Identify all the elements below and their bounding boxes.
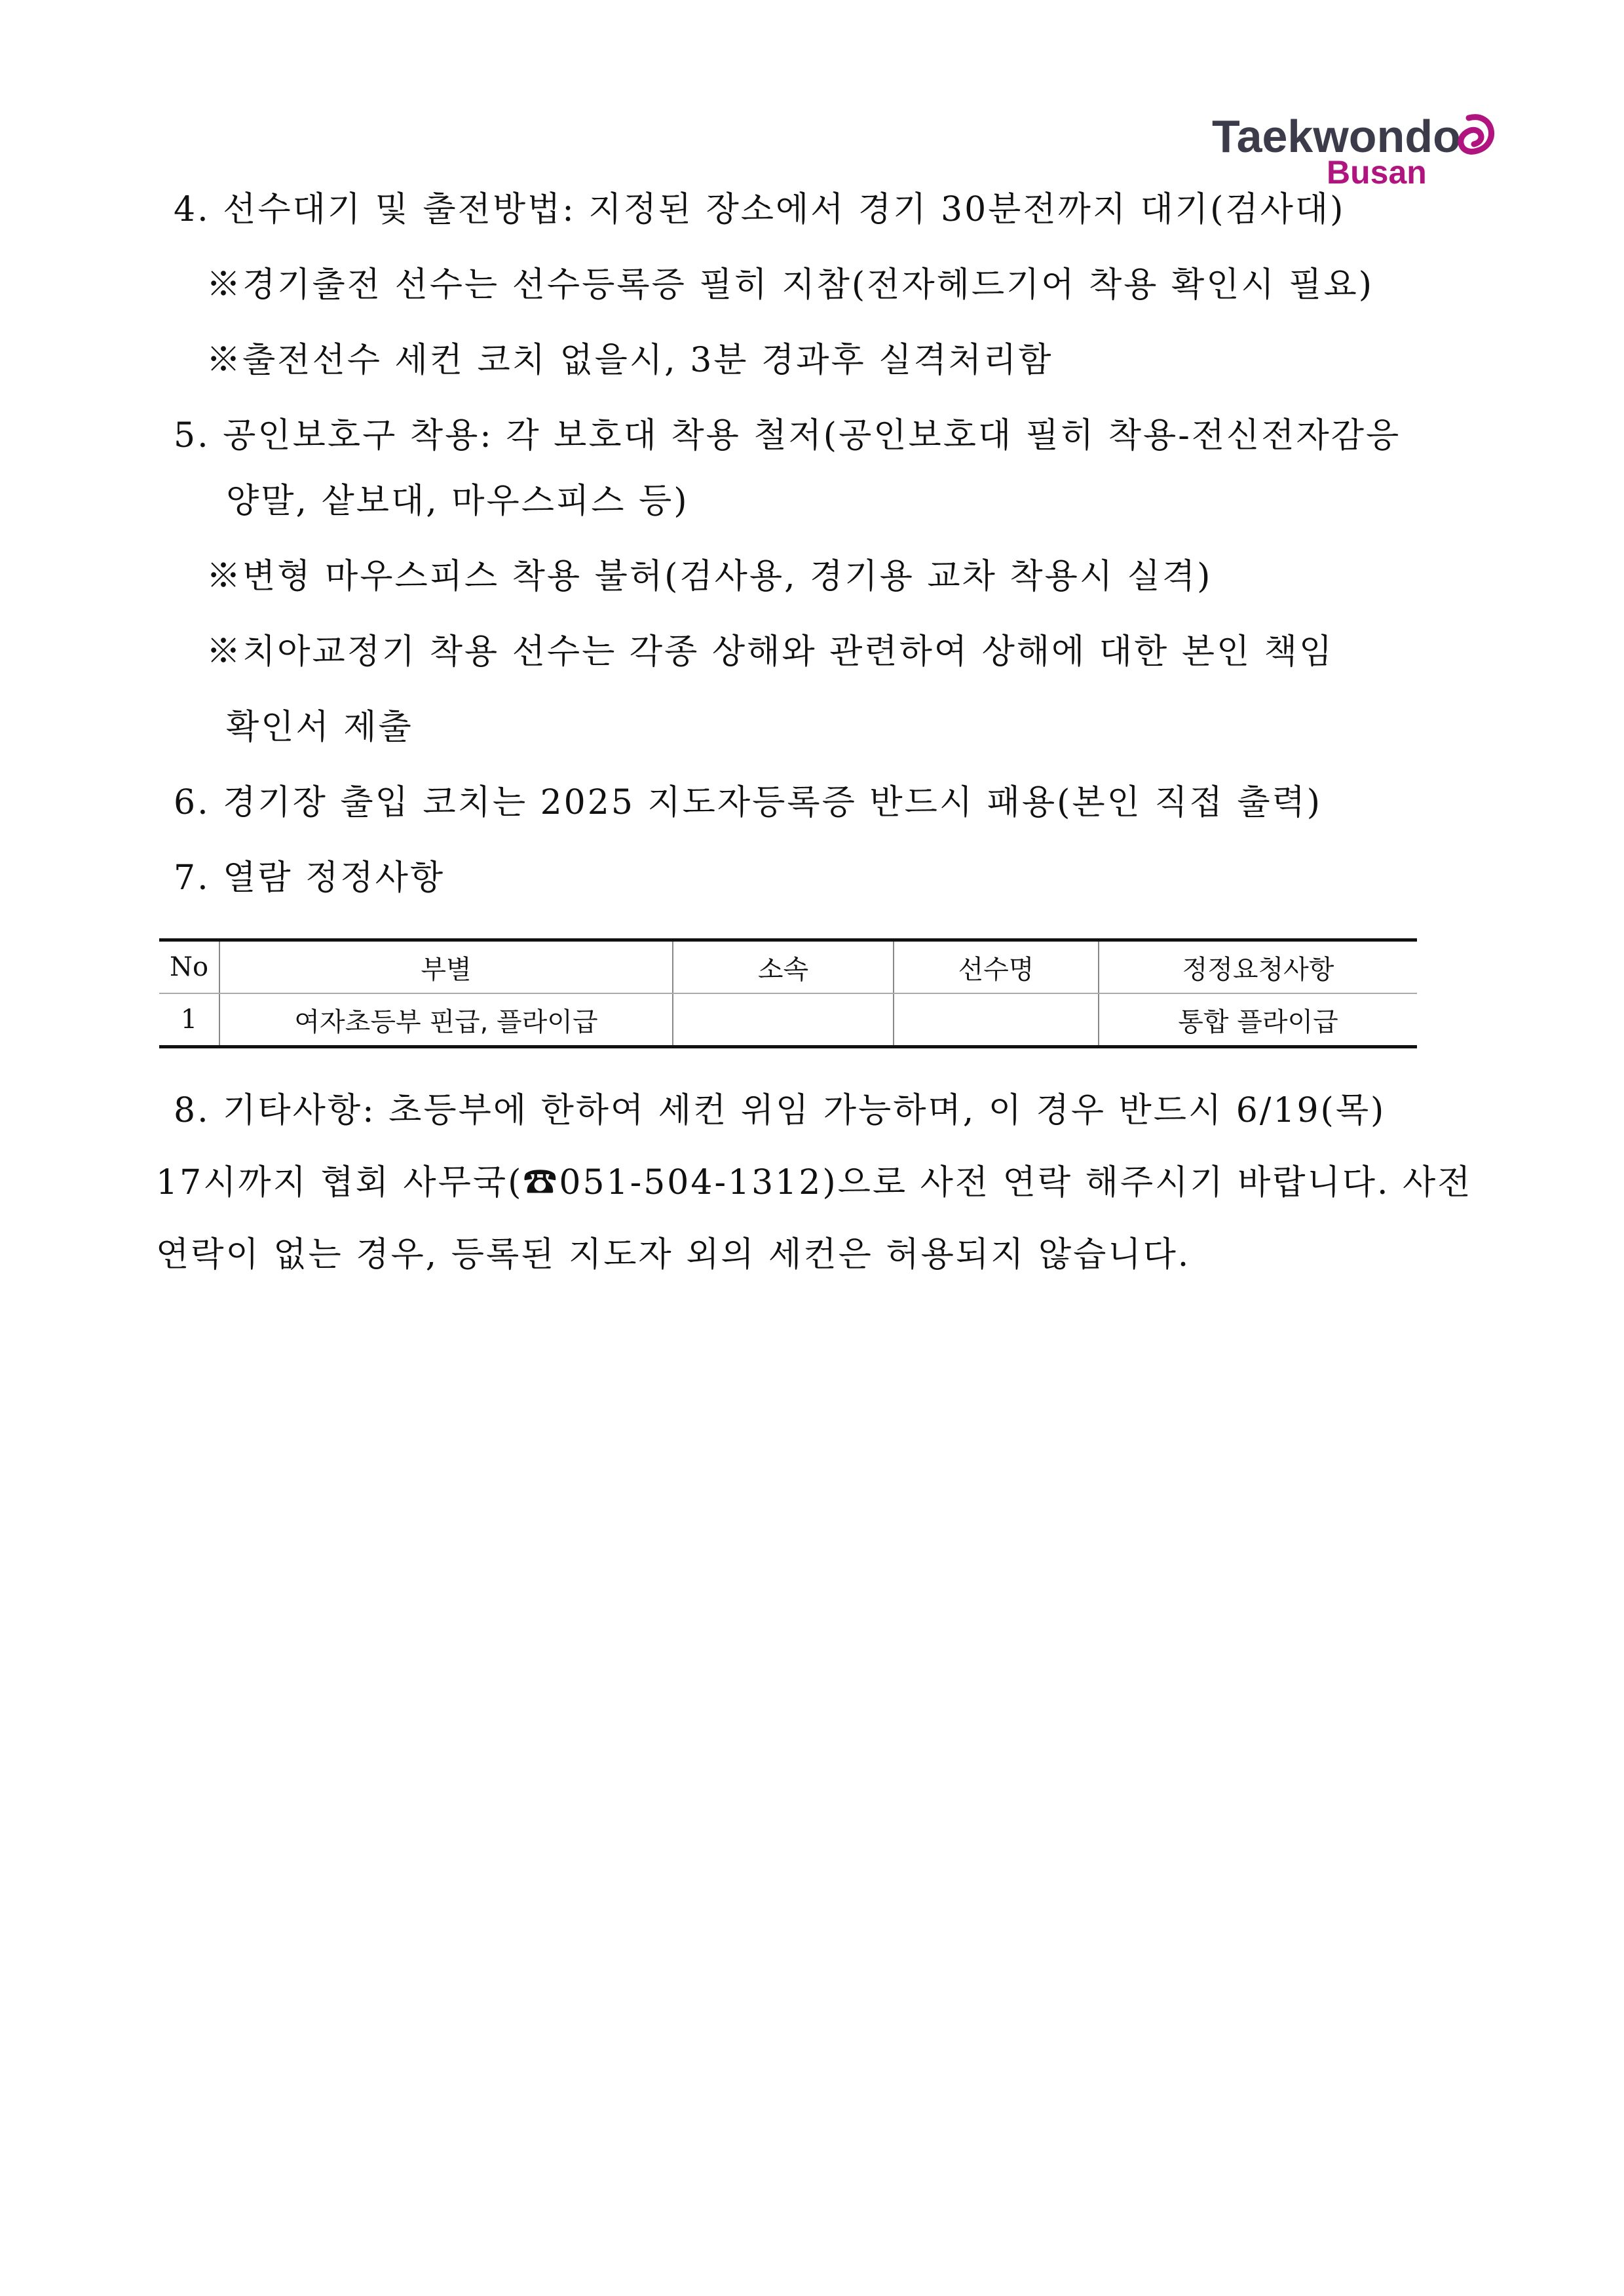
- item-4-note-2: ※출전선수 세컨 코치 없을시, 3분 경과후 실격처리함: [206, 341, 1053, 380]
- cell-affiliation: [673, 993, 894, 1047]
- logo-brand-top: Taekwondo: [1212, 111, 1461, 162]
- header-athlete-name: 선수명: [894, 940, 1099, 994]
- header-no: No: [159, 940, 219, 994]
- item-4-note-1: ※경기출전 선수는 선수등록증 필히 지참(전자헤드기어 착용 확인시 필요): [206, 265, 1374, 305]
- item-5-line: 5. 공인보호구 착용: 각 보호대 착용 철저(공인보호대 필히 착용-전신전자감응: [174, 416, 1401, 455]
- item-5-note-2: ※치아교정기 착용 선수는 각종 상해와 관련하여 상해에 대한 본인 책임: [206, 632, 1334, 672]
- item-7-line: 7. 열람 정정사항: [174, 858, 445, 898]
- cell-athlete-name: [894, 993, 1099, 1047]
- table-row: [159, 993, 1417, 1047]
- cell-correction-request: 통합 플라이급: [1099, 993, 1417, 1047]
- item-8-line-cont-1: 17시까지 협회 사무국(☎051-504-1312)으로 사전 연락 해주시기 바랍니다. 사전: [156, 1163, 1473, 1202]
- logo-swirl-icon: [1461, 117, 1492, 152]
- logo-brand-bottom: Busan: [1327, 154, 1427, 190]
- item-5-note-2-cont: 확인서 제출: [226, 708, 413, 747]
- header-affiliation: 소속: [673, 940, 894, 994]
- item-4-line: 4. 선수대기 및 출전방법: 지정된 장소에서 경기 30분전까지 대기(검사대): [174, 190, 1346, 229]
- item-5-note-1: ※변형 마우스피스 착용 불허(검사용, 경기용 교차 착용시 실격): [206, 557, 1213, 596]
- item-5-line-cont: 양말, 샅보대, 마우스피스 등): [226, 482, 689, 521]
- header-division: 부별: [219, 940, 673, 994]
- cell-division: 여자초등부 핀급, 플라이급: [219, 993, 673, 1047]
- item-8-line: 8. 기타사항: 초등부에 한하여 세컨 위임 가능하며, 이 경우 반드시 6/19(목): [174, 1091, 1386, 1130]
- correction-table: [159, 938, 1417, 1048]
- header-correction-request: 정정요청사항: [1099, 940, 1417, 994]
- cell-no: 1: [159, 993, 219, 1047]
- table-header-row: [159, 940, 1417, 994]
- item-6-line: 6. 경기장 출입 코치는 2025 지도자등록증 반드시 패용(본인 직접 출력): [174, 783, 1323, 822]
- taekwondo-busan-logo: [1212, 105, 1500, 190]
- item-8-line-cont-2: 연락이 없는 경우, 등록된 지도자 외의 세컨은 허용되지 않습니다.: [156, 1235, 1191, 1274]
